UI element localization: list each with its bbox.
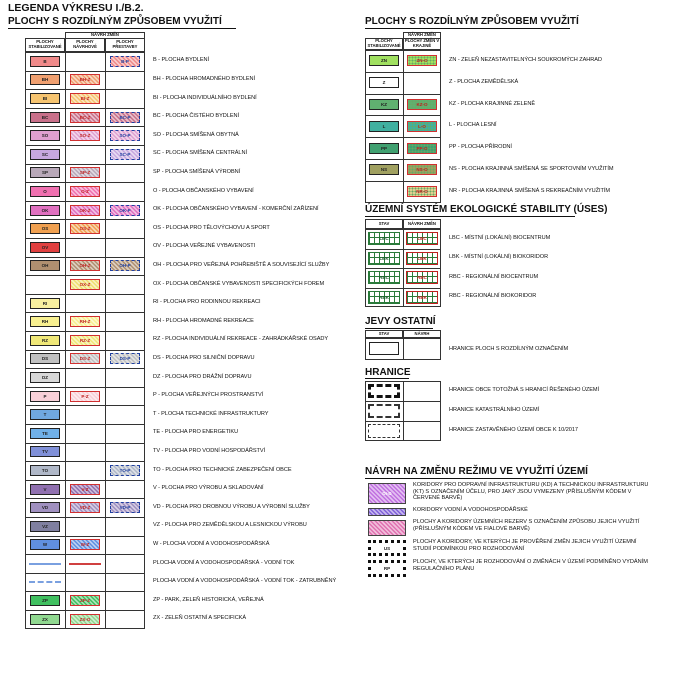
page-title: LEGENDA VÝKRESU I./B.2. bbox=[8, 2, 144, 14]
grid-divider bbox=[365, 94, 441, 95]
swatch-redevelopment: OH-P bbox=[110, 260, 140, 271]
header-col-stab: STAV bbox=[365, 219, 403, 229]
legend-label: T - PLOCHA TECHNICKÉ INFRASTRUKTURY bbox=[153, 410, 269, 417]
swatch-proposed: P-Z bbox=[70, 391, 100, 402]
swatch-redevelopment: DS-P bbox=[110, 353, 140, 364]
legend-label: VZ - PLOCHA PRO ZEMĚDĚLSKOU A LESNICKOU VÝROBU bbox=[153, 522, 307, 529]
legend-label: P - PLOCHA VEŘEJNÝCH PROSTRANSTVÍ bbox=[153, 392, 264, 399]
grid-divider bbox=[105, 52, 106, 629]
biocenter-symbol-existing: LBK bbox=[368, 252, 400, 265]
swatch-stabilized: OS bbox=[30, 223, 60, 234]
grid-divider bbox=[403, 338, 404, 360]
swatch-stabilized: Z bbox=[369, 77, 399, 88]
legend-label: HRANICE OBCE TOTOŽNÁ S HRANICÍ ŘEŠENÉHO ÚZEMÍ bbox=[449, 387, 600, 393]
header-col-stab: STAV bbox=[365, 330, 403, 338]
swatch-proposed: SP-Z bbox=[70, 167, 100, 178]
grid-divider bbox=[365, 268, 441, 269]
swatch-proposed: OS-Z bbox=[70, 223, 100, 234]
grid-divider bbox=[25, 238, 145, 239]
legend-label: TO - PLOCHA PRO TECHNICKÉ ZABEZPEČENÍ OBCE bbox=[153, 466, 292, 473]
swatch-stabilized: RI bbox=[30, 298, 60, 309]
legend-label: NS - PLOCHA KRAJINNÁ SMÍŠENÁ SE SPORTOVNÍM VYUŽITÍM bbox=[449, 165, 614, 172]
grid-divider bbox=[25, 350, 145, 351]
legend-label: DS - PLOCHA PRO SILNIČNÍ DOPRAVU bbox=[153, 354, 255, 361]
grid-divider bbox=[25, 610, 145, 611]
legend-label: OK - PLOCHA OBČANSKÉHO VYBAVENÍ - KOMERČNÍ ZAŘÍZENÍ bbox=[153, 206, 319, 213]
swatch-proposed: ZX-O bbox=[70, 614, 100, 625]
grid-divider bbox=[25, 275, 145, 276]
swatch-stabilized: SP bbox=[30, 167, 60, 178]
legend-label: KZ - PLOCHA KRAJINNÉ ZELENĚ bbox=[449, 100, 535, 107]
biocenter-symbol-proposed: LBC bbox=[406, 232, 438, 245]
legend-label: PLOCHA VODNÍ A VODOHOSPODÁŘSKÁ - VODNÍ TOK - ZATRUBNĚNÝ bbox=[153, 578, 337, 585]
boundary-line-symbol bbox=[368, 424, 400, 438]
grid-divider bbox=[25, 201, 145, 202]
title-underline bbox=[365, 328, 433, 329]
legend-label: O - PLOCHA OBČANSKÉHO VYBAVENÍ bbox=[153, 187, 254, 194]
swatch-stabilized: OH bbox=[30, 260, 60, 271]
swatch-stabilized: ZN bbox=[369, 55, 399, 66]
header-col-navrh: NÁVRH bbox=[403, 330, 441, 338]
header-group: NÁVRH ZMĚN bbox=[403, 32, 441, 39]
grid-divider bbox=[25, 498, 145, 499]
legend-label: SP - PLOCHA SMÍŠENÁ VÝROBNÍ bbox=[153, 168, 241, 175]
swatch-redevelopment: B-P bbox=[110, 56, 140, 67]
biocenter-symbol-existing: RBC bbox=[368, 271, 400, 284]
grid-divider bbox=[25, 517, 145, 518]
header-col-navrh: PLOCHY NÁVRHOVÉ bbox=[65, 38, 105, 52]
legend-label: KORIDORY VODNÍ A VODOHOSPODÁŘSKÉ bbox=[413, 507, 528, 513]
grid-divider bbox=[403, 381, 404, 441]
swatch-proposed: W-Z bbox=[70, 539, 100, 550]
legend-label: PLOCHY, VE KTERÝCH JE ROZHODOVÁNÍ O ZMĚNÁCH V ÚZEMÍ PODMÍNĚNO VYDÁNÍM REGULAČNÍHO PLÁNU bbox=[413, 559, 648, 572]
change-regime-symbol: DI-D bbox=[368, 483, 406, 504]
legend-label: Z - PLOCHA ZEMĚDĚLSKÁ bbox=[449, 78, 519, 85]
grid-divider bbox=[25, 164, 145, 165]
grid-divider bbox=[25, 387, 145, 388]
header-col-stab: PLOCHY STABILIZOVANÉ bbox=[25, 38, 65, 52]
legend-label: TV - PLOCHA PRO VODNÍ HOSPODÁŘSTVÍ bbox=[153, 447, 266, 454]
legend-label: SC - PLOCHA SMÍŠENÁ CENTRÁLNÍ bbox=[153, 150, 247, 157]
grid-divider bbox=[25, 573, 145, 574]
swatch-redevelopment: OK-P bbox=[110, 205, 140, 216]
legend-label: KORIDORY PRO DOPRAVNÍ INFRASTRUKTURU (KD) A TECHNICKOU INFRASTRUKTURU (KT) S OZNAČENÍM ÚČELU, PRO JAKÝ JSOU VYMEZENY (PŘÍSLUŠNÝM KÓDEM V ČERVENÉ BARVĚ) bbox=[413, 482, 649, 502]
swatch-proposed: ZP-Z bbox=[70, 595, 100, 606]
swatch-landscape-change: KZ-O bbox=[407, 99, 437, 110]
swatch-stabilized: P bbox=[30, 391, 60, 402]
legend-label: LBC - MÍSTNÍ (LOKÁLNÍ) BIOCENTRUM bbox=[449, 234, 551, 241]
legend-label: L - PLOCHA LESNÍ bbox=[449, 122, 497, 129]
uses-section-title: ÚZEMNÍ SYSTÉM EKOLOGICKÉ STABILITY (ÚSES) bbox=[365, 204, 608, 215]
swatch-stabilized: RZ bbox=[30, 335, 60, 346]
swatch-redevelopment: VD-P bbox=[110, 502, 140, 513]
swatch-stabilized: L bbox=[369, 121, 399, 132]
grid-divider bbox=[403, 50, 404, 203]
grid-divider bbox=[365, 72, 441, 73]
legend-label: BH - PLOCHA HROMADNÉHO BYDLENÍ bbox=[153, 75, 256, 82]
legend-label: HRANICE KATASTRÁLNÍHO ÚZEMÍ bbox=[449, 407, 540, 413]
swatch-proposed: BH-Z bbox=[70, 74, 100, 85]
swatch-stabilized: TE bbox=[30, 428, 60, 439]
swatch-landscape-change: NS-O bbox=[407, 164, 437, 175]
legend-label: VD - PLOCHA PRO DROBNOU VÝROBU A VÝROBNÍ SLUŽBY bbox=[153, 503, 310, 510]
legend-label: HRANICE ZASTAVĚNÉHO ÚZEMÍ OBCE K 10/2017 bbox=[449, 427, 578, 433]
title-underline bbox=[365, 478, 583, 479]
swatch-stabilized: BH bbox=[30, 74, 60, 85]
swatch-stabilized: KZ bbox=[369, 99, 399, 110]
biocenter-symbol-proposed: LBK bbox=[406, 252, 438, 265]
grid-divider bbox=[365, 421, 441, 422]
change-regime-symbol: RP bbox=[368, 560, 406, 577]
legend-label: TE - PLOCHA PRO ENERGETIKU bbox=[153, 429, 239, 436]
legend-label: OH - PLOCHA PRO VEŘEJNÁ POHŘEBIŠTĚ A SOUVISEJÍCÍ SLUŽBY bbox=[153, 261, 330, 268]
swatch-stabilized: ZX bbox=[30, 614, 60, 625]
grid-divider bbox=[25, 554, 145, 555]
grid-divider bbox=[25, 424, 145, 425]
legend-label: RI - PLOCHA PRO RODINNOU REKREACI bbox=[153, 299, 261, 306]
swatch-stabilized: PP bbox=[369, 143, 399, 154]
grid-divider bbox=[25, 145, 145, 146]
swatch-proposed: BC-Z bbox=[70, 112, 100, 123]
grid-divider bbox=[65, 52, 66, 629]
legend-label: OV - PLOCHA VEŘEJNÉ VYBAVENOSTI bbox=[153, 243, 256, 250]
swatch-stabilized: SO bbox=[30, 130, 60, 141]
grid-divider bbox=[25, 591, 145, 592]
grid-divider bbox=[365, 401, 441, 402]
grid-divider bbox=[25, 108, 145, 109]
legend-label: PLOCHA VODNÍ A VODOHOSPODÁŘSKÁ - VODNÍ TOK bbox=[153, 559, 295, 566]
swatch-proposed: SO-Z bbox=[70, 130, 100, 141]
grid-divider bbox=[25, 331, 145, 332]
swatch-stabilized: TV bbox=[30, 446, 60, 457]
swatch-proposed: OH-Z bbox=[70, 260, 100, 271]
stream-line-sample bbox=[29, 581, 61, 583]
legend-label: B - PLOCHA BYDLENÍ bbox=[153, 57, 209, 64]
change-regime-symbol bbox=[368, 520, 406, 536]
boundary-symbol bbox=[369, 342, 399, 355]
biocenter-symbol-proposed: RBC bbox=[406, 271, 438, 284]
legend-label: BC - PLOCHA ČISTÉHO BYDLENÍ bbox=[153, 113, 239, 120]
grid-divider bbox=[25, 257, 145, 258]
left-section-title: PLOCHY S ROZDÍLNÝM ZPŮSOBEM VYUŽITÍ bbox=[8, 16, 222, 27]
navrh-section-title: NÁVRH NA ZMĚNU REŽIMU VE VYUŽITÍ ÚZEMÍ bbox=[365, 466, 588, 477]
swatch-stabilized: BI bbox=[30, 93, 60, 104]
legend-label: SO - PLOCHA SMÍŠENÁ OBYTNÁ bbox=[153, 131, 239, 138]
swatch-stabilized: BC bbox=[30, 112, 60, 123]
swatch-redevelopment: TO-P bbox=[110, 465, 140, 476]
change-regime-symbol: US bbox=[368, 540, 406, 556]
swatch-stabilized: TO bbox=[30, 465, 60, 476]
swatch-stabilized: T bbox=[30, 409, 60, 420]
legend-label: OS - PLOCHA PRO TĚLOVÝCHOVU A SPORT bbox=[153, 224, 270, 231]
grid-divider bbox=[25, 405, 145, 406]
legend-label: RZ - PLOCHA INDIVIDUÁLNÍ REKREACE - ZAHRÁDKÁŘSKÉ OSADY bbox=[153, 336, 329, 343]
swatch-redevelopment: SO-P bbox=[110, 130, 140, 141]
grid-divider bbox=[25, 480, 145, 481]
swatch-stabilized: RH bbox=[30, 316, 60, 327]
legend-label: PLOCHY A KORIDORY, VE KTERÝCH JE PROVĚŘENÍ ZMĚN JEJICH VYUŽITÍ ÚZEMNÍ STUDIÍ PODMÍNKOU PRO ROZHODOVÁNÍ bbox=[413, 539, 637, 552]
grid-divider bbox=[25, 71, 145, 72]
grid-divider bbox=[365, 115, 441, 116]
legend-label: PLOCHY A KORIDORY ÚZEMNÍCH REZERV S OZNAČENÍM ZPŮSOBU JEJICH VYUŽITÍ (PŘÍSLUŠNÝM KÓDEM VE FIALOVÉ BARVĚ) bbox=[413, 519, 640, 532]
boundary-line-symbol bbox=[368, 384, 400, 398]
legend-label: W - PLOCHA VODNÍ A VODOHOSPODÁŘSKÁ bbox=[153, 540, 270, 547]
swatch-stabilized: DS bbox=[30, 353, 60, 364]
swatch-proposed: RZ-Z bbox=[70, 335, 100, 346]
title-underline bbox=[365, 216, 575, 217]
swatch-stabilized: VZ bbox=[30, 521, 60, 532]
swatch-redevelopment: SC-P bbox=[110, 149, 140, 160]
swatch-stabilized: ZP bbox=[30, 595, 60, 606]
legend-label: V - PLOCHA PRO VÝROBU A SKLADOVÁNÍ bbox=[153, 485, 264, 492]
boundary-line-symbol bbox=[368, 404, 400, 418]
title-underline bbox=[8, 28, 236, 29]
grid-divider bbox=[365, 181, 441, 182]
biocenter-symbol-existing: LBC bbox=[368, 232, 400, 245]
grid-divider bbox=[365, 137, 441, 138]
grid-divider bbox=[25, 312, 145, 313]
legend-label: HRANICE PLOCH S ROZDÍLNÝM OZNAČENÍM bbox=[449, 346, 569, 352]
swatch-landscape-change: L-O bbox=[407, 121, 437, 132]
grid-divider bbox=[25, 219, 145, 220]
legend-label: RH - PLOCHA HROMADNÉ REKREACE bbox=[153, 317, 254, 324]
biocenter-symbol-existing: RBK bbox=[368, 291, 400, 304]
legend-label: ZP - PARK, ZELEŇ HISTORICKÁ, VEŘEJNÁ bbox=[153, 596, 264, 603]
swatch-landscape-change: PP-O bbox=[407, 143, 437, 154]
swatch-stabilized: W bbox=[30, 539, 60, 550]
swatch-stabilized: DZ bbox=[30, 372, 60, 383]
swatch-proposed: DS-Z bbox=[70, 353, 100, 364]
biocenter-symbol-proposed: RBK bbox=[406, 291, 438, 304]
title-underline bbox=[365, 28, 570, 29]
header-col-navrh: PLOCHY ZMĚN V KRAJINĚ bbox=[404, 38, 440, 48]
grid-divider bbox=[365, 159, 441, 160]
swatch-stabilized: B bbox=[30, 56, 60, 67]
stream-line-proposed bbox=[69, 563, 101, 565]
swatch-proposed: OX-Z bbox=[70, 279, 100, 290]
swatch-proposed: RH-Z bbox=[70, 316, 100, 327]
grid-divider bbox=[25, 89, 145, 90]
title-underline bbox=[365, 378, 409, 379]
swatch-proposed: OK-Z bbox=[70, 205, 100, 216]
swatch-stabilized: OV bbox=[30, 242, 60, 253]
jevy-section-title: JEVY OSTATNÍ bbox=[365, 316, 436, 327]
header-col-navrh: NÁVRH ZMĚN bbox=[403, 219, 441, 229]
swatch-stabilized: VD bbox=[30, 502, 60, 513]
header-col-prest: PLOCHY PŘESTAVBY bbox=[105, 38, 145, 52]
swatch-stabilized: SC bbox=[30, 149, 60, 160]
swatch-stabilized: NS bbox=[369, 164, 399, 175]
stream-line-sample bbox=[29, 563, 61, 565]
swatch-proposed: V-Z bbox=[70, 484, 100, 495]
header-col-stab: PLOCHY STABILIZOVANÉ bbox=[365, 38, 403, 50]
grid-divider bbox=[25, 461, 145, 462]
swatch-stabilized: O bbox=[30, 186, 60, 197]
grid-divider bbox=[25, 182, 145, 183]
grid-divider bbox=[25, 536, 145, 537]
grid-divider bbox=[365, 288, 441, 289]
legend-label: RBC - REGIONÁLNÍ BIOCENTRUM bbox=[449, 273, 539, 280]
swatch-stabilized: OK bbox=[30, 205, 60, 216]
legend-label: NR - PLOCHA KRAJINNÁ SMÍŠENÁ S REKREAČNÍM VYUŽITÍM bbox=[449, 187, 610, 194]
header-group: NÁVRH ZMĚN bbox=[65, 32, 145, 39]
swatch-landscape-change: ZN-O bbox=[407, 55, 437, 66]
grid-divider bbox=[25, 443, 145, 444]
swatch-stabilized: V bbox=[30, 484, 60, 495]
legend-label: ZN - ZELEŇ NEZASTAVITELNÝCH SOUKROMÝCH ZAHRAD bbox=[449, 56, 602, 63]
legend-label: RBC - REGIONÁLNÍ BIOKORIDOR bbox=[449, 293, 537, 300]
legend-label: PP - PLOCHA PŘÍRODNÍ bbox=[449, 144, 512, 151]
swatch-proposed: VD-Z bbox=[70, 502, 100, 513]
grid-divider bbox=[25, 126, 145, 127]
grid-divider bbox=[365, 249, 441, 250]
right-section-title: PLOCHY S ROZDÍLNÝM ZPŮSOBEM VYUŽITÍ bbox=[365, 16, 579, 27]
swatch-proposed: BI-Z bbox=[70, 93, 100, 104]
legend-label: BI - PLOCHA INDIVIDUÁLNÍHO BYDLENÍ bbox=[153, 94, 257, 101]
swatch-redevelopment: BC-P bbox=[110, 112, 140, 123]
legend-label: LBK - MÍSTNÍ (LOKÁLNÍ) BIOKORIDOR bbox=[449, 254, 549, 261]
legend-label: DZ - PLOCHA PRO DRÁŽNÍ DOPRAVU bbox=[153, 373, 252, 380]
swatch-landscape-change: NR-O bbox=[407, 186, 437, 197]
swatch-proposed: O-Z bbox=[70, 186, 100, 197]
legend-label: OX - PLOCHA OBČANSKÉ VYBAVENOSTI SPECIFICKÝCH FOREM bbox=[153, 280, 325, 287]
hranice-section-title: HRANICE bbox=[365, 367, 411, 378]
grid-divider bbox=[25, 294, 145, 295]
change-regime-symbol bbox=[368, 508, 406, 516]
legend-label: ZX - ZELEŇ OSTATNÍ A SPECIFICKÁ bbox=[153, 615, 247, 622]
grid-divider bbox=[25, 368, 145, 369]
